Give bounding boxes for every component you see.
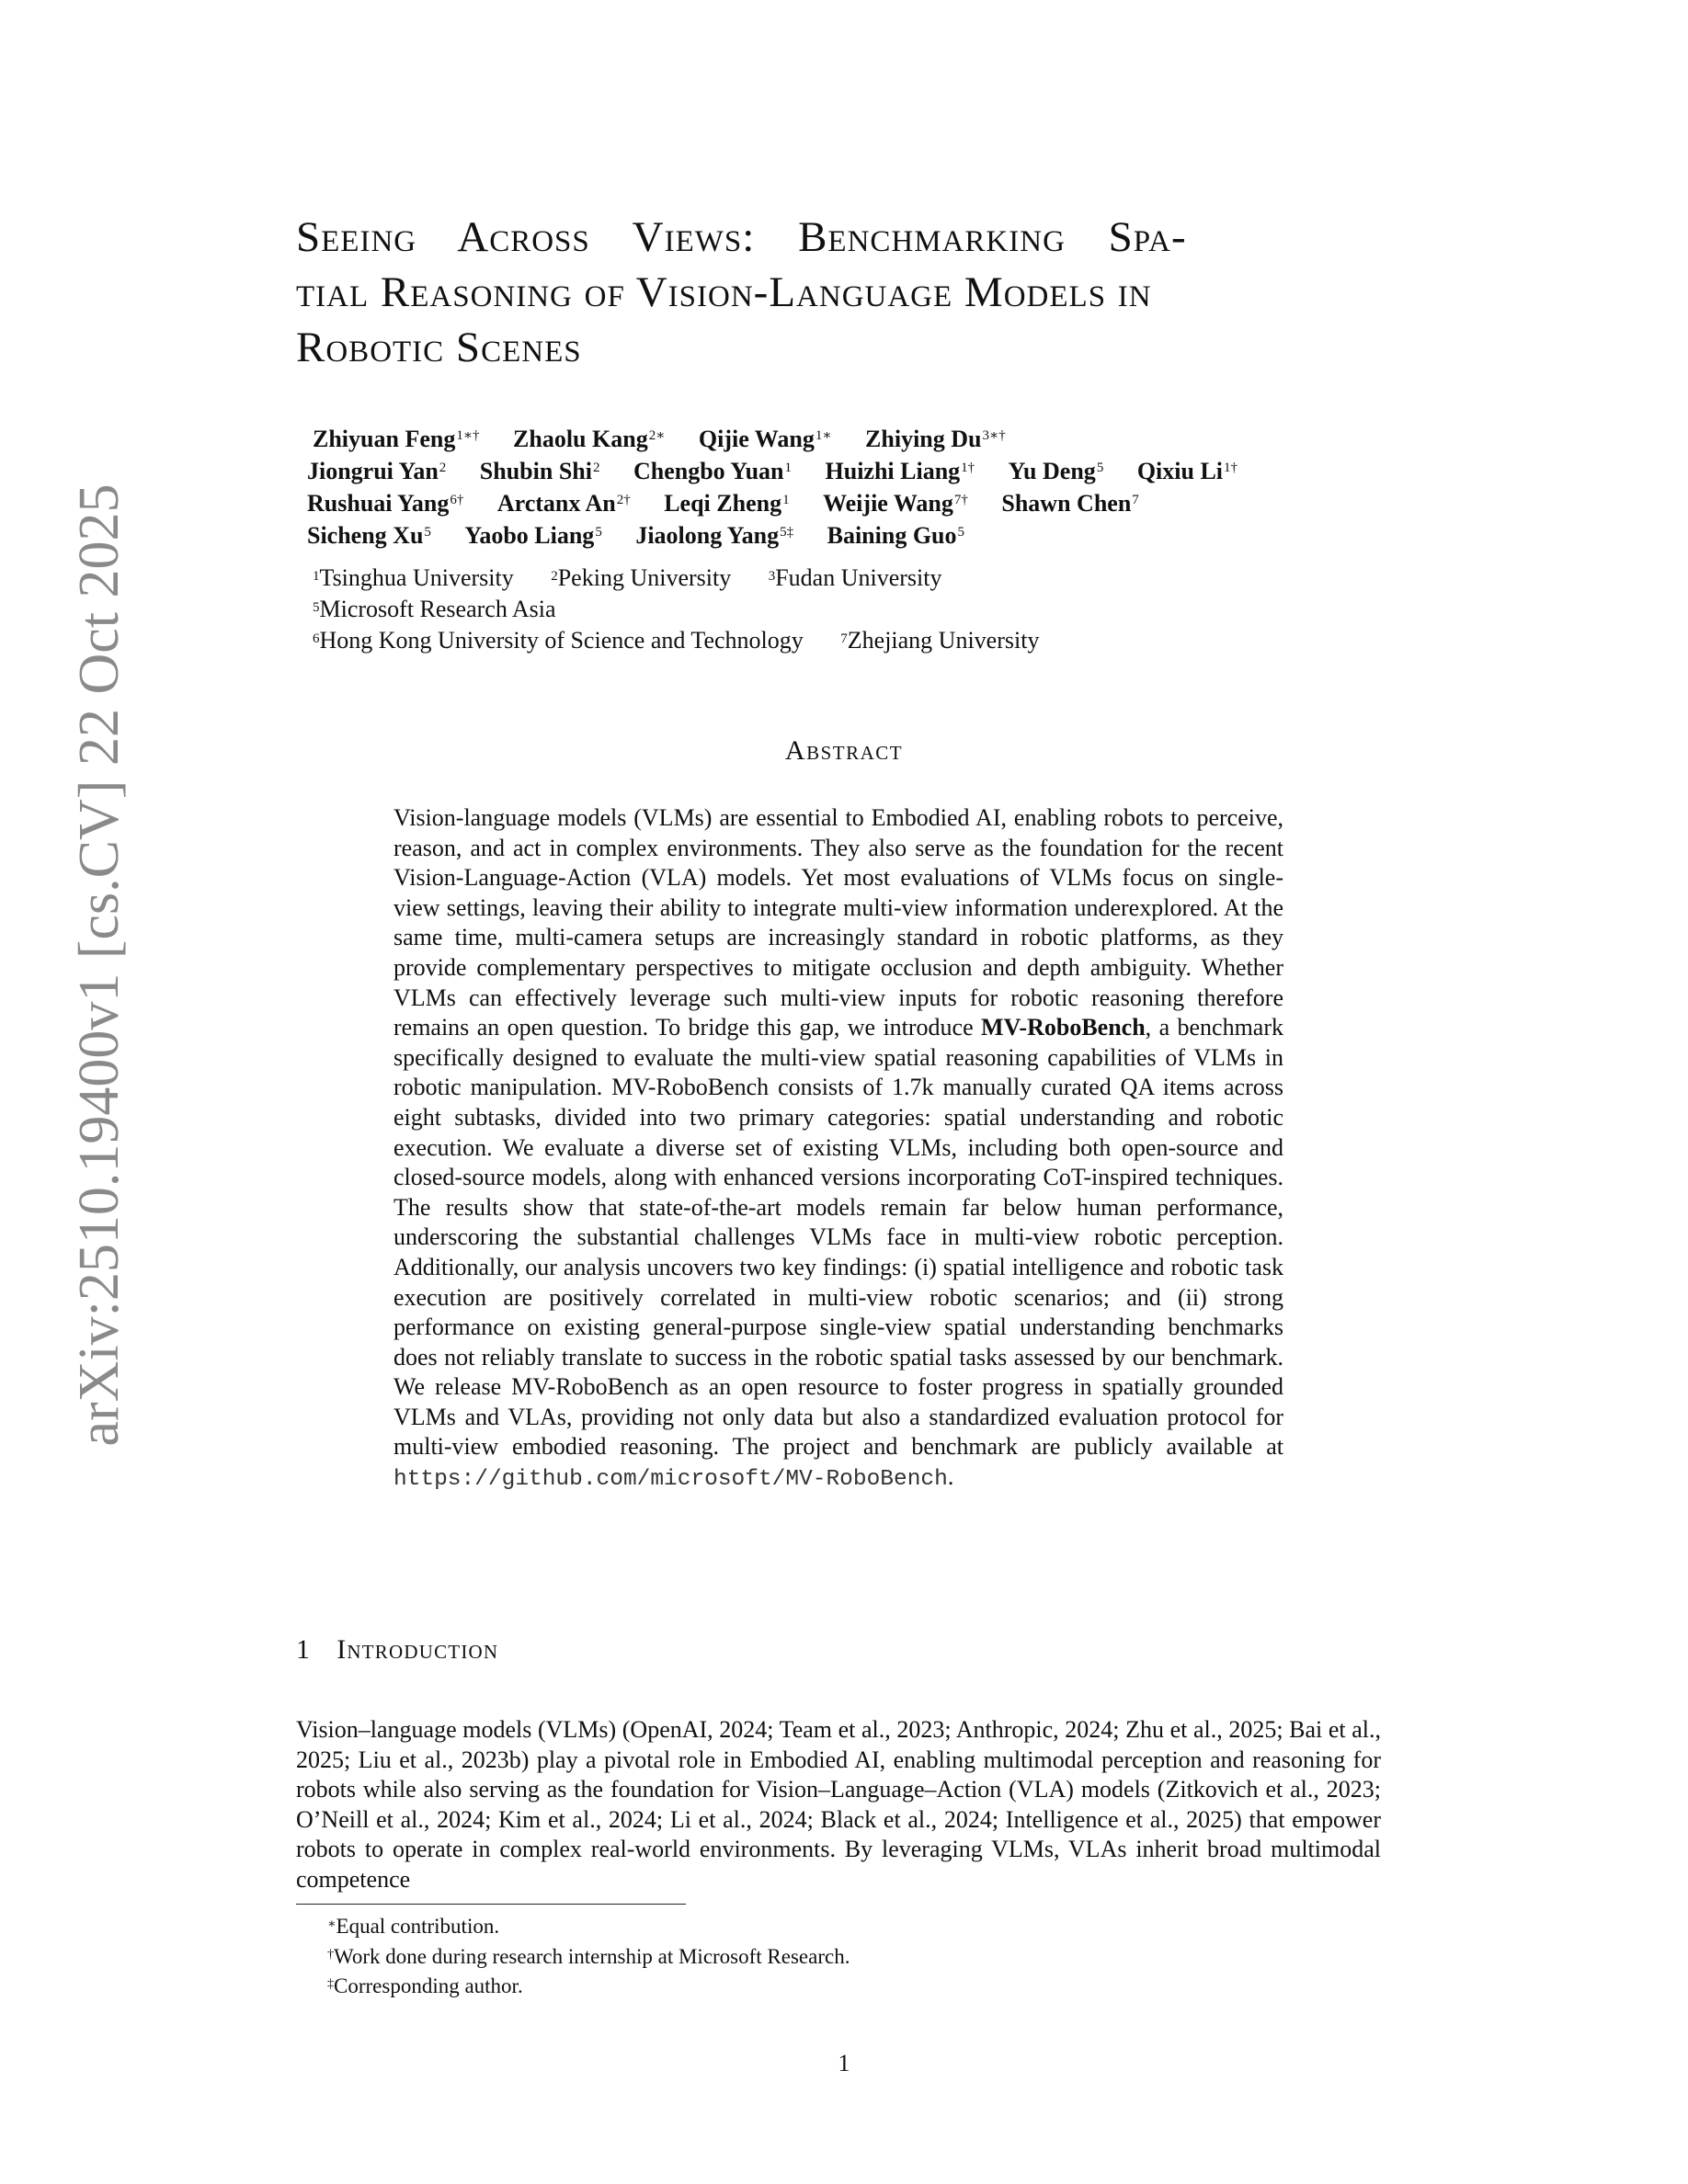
author: Baining Guo$^5$ bbox=[827, 522, 965, 549]
project-url-link[interactable]: https://github.com/microsoft/MV-RoboBench bbox=[393, 1467, 948, 1493]
author: Sicheng Xu$^5$ bbox=[307, 522, 431, 549]
footnote: ‡Corresponding author. bbox=[327, 1974, 523, 1997]
footnote-divider bbox=[296, 1904, 686, 1905]
author: Weijie Wang$^{7\dagger}$ bbox=[823, 490, 968, 517]
section-title: Introduction bbox=[336, 1634, 499, 1665]
affiliation: $^3$Fudan University bbox=[768, 564, 942, 591]
introduction-paragraph: Vision–language models (VLMs) (OpenAI, 2024; Team et al., 2023; Anthropic, 2024; Zhu et al., 2025; Bai et al., 2025; Liu et al., 2023b) play a pivotal role in Embodied AI, enabling multimodal perception and reasoning for robots while also serving as the foundation for Vision–Language–Action (VLA) models (Zitkovich et al., 2023; O’Neill et al., 2024; Kim et al., 2024; Li et al., 2024; Black et al., 2024; Intelligence et al., 2025) that empower robots to operate in complex real-world environments. By leveraging VLMs, VLAs inherit broad multimodal competence bbox=[296, 1716, 1381, 1893]
affiliation: $^1$Tsinghua University bbox=[313, 564, 514, 591]
author: Zhaolu Kang$^{2∗}$ bbox=[513, 426, 666, 452]
author: Shubin Shi$^2$ bbox=[479, 458, 600, 484]
author: Arctanx $An^{2\dagger}$ bbox=[496, 490, 631, 517]
author: Jiaolong Yang$^{5\ddagger}$ bbox=[635, 522, 794, 549]
footnote: ∗Equal contribution. bbox=[327, 1915, 500, 1938]
section-heading-introduction bbox=[296, 1634, 498, 1666]
abstract-heading: Abstract bbox=[784, 735, 904, 766]
footnote: †Work done during research internship at Microsoft Research. bbox=[327, 1944, 850, 1968]
title-line: tial Reasoning of Vision-Language Models in bbox=[296, 268, 1152, 316]
author: Rushuai Yang$^{6\dagger}$ bbox=[307, 490, 464, 517]
author: Yaobo Liang$^5$ bbox=[464, 522, 602, 549]
author: Huizhi Liang$^{1\dagger}$ bbox=[825, 458, 975, 484]
author: Yu Deng$^5$ bbox=[1008, 458, 1104, 484]
page-number: 1 bbox=[838, 2050, 850, 2076]
affiliation: $^2$Peking University bbox=[551, 564, 732, 591]
author: Leqi Zheng$^1$ bbox=[664, 490, 790, 517]
footnote-list bbox=[327, 1912, 1339, 2002]
title-line: Robotic Scenes bbox=[296, 324, 582, 371]
section-number: 1 bbox=[296, 1634, 312, 1665]
affiliation: $^6$Hong Kong University of Science and Technology bbox=[313, 627, 804, 654]
abstract-text: Vision-language models (VLMs) are essential to Embodied AI, enabling robots to perceive, reason, and act in complex environments. They also serve as the foundation for the recent Vision-Language-Action (VLA) models. Yet most evaluations of VLMs focus on single-view settings, leaving their ability to integrate multi-view information underexplored. At the same time, multi-camera setups are increasingly standard in robotic platforms, as they provide complementary perspectives to mitigate occlusion and depth ambiguity. Whether VLMs can effectively leverage such multi-view inputs for robotic reasoning therefore remains an open question. To bridge this gap, we introduce MV-RoboBench, a benchmark specifically designed to evaluate the multi-view spatial reasoning capabilities of VLMs in robotic manipulation. MV-RoboBench consists of 1.7k manually curated QA items across eight subtasks, divided into two primary categories: spatial understanding and robotic execution. We evaluate a diverse set of existing VLMs, including both open-source and closed-source models, along with enhanced versions incorporating CoT-inspired techniques. The results show that state-of-the-art models remain far below human performance, underscoring the substantial challenges VLMs face in multi-view robotic perception. Additionally, our analysis uncovers two key findings: (i) spatial intelligence and robotic task execution are positively correlated in multi-view robotic scenarios; and (ii) strong performance on existing general-purpose single-view spatial understanding benchmarks does not reliably translate to success in the robotic spatial tasks assessed by our benchmark. We release MV-RoboBench as an open resource to foster progress in spatially grounded VLMs and VLAs, providing not only data but also a standardized evaluation protocol for multi-view embodied reasoning. The project and benchmark are publicly available at https://github.com/microsoft/MV-RoboBench. bbox=[393, 804, 1283, 1493]
affiliation-list bbox=[313, 563, 1388, 656]
arxiv-identifier-stamp: arXiv:2510.19400v1 [cs.CV] 22 Oct 2025 bbox=[68, 483, 131, 1447]
author: Chengbo Yuan$^1$ bbox=[633, 458, 793, 484]
author: Qijie Wang$^{1∗}$ bbox=[698, 426, 832, 452]
author-list bbox=[307, 423, 1388, 552]
benchmark-name: MV-RoboBench bbox=[981, 1014, 1146, 1041]
title-line: Seeing Across Views: Benchmarking Spa- bbox=[296, 213, 1187, 261]
author: Qixiu $Li^{1\dagger}$ bbox=[1136, 458, 1238, 484]
affiliation: $^5$Microsoft Research Asia bbox=[313, 596, 556, 622]
affiliation: $^7$Zhejiang University bbox=[840, 627, 1040, 654]
paper-title bbox=[296, 210, 1381, 375]
author: Jiongrui Yan$^2$ bbox=[307, 458, 447, 484]
author: Zhiyuan Feng$^{1∗\dagger}$ bbox=[313, 426, 480, 452]
author: Shawn Chen$^7$ bbox=[1001, 490, 1139, 517]
author: Zhiying $Du^{3∗\dagger}$ bbox=[865, 426, 1006, 452]
